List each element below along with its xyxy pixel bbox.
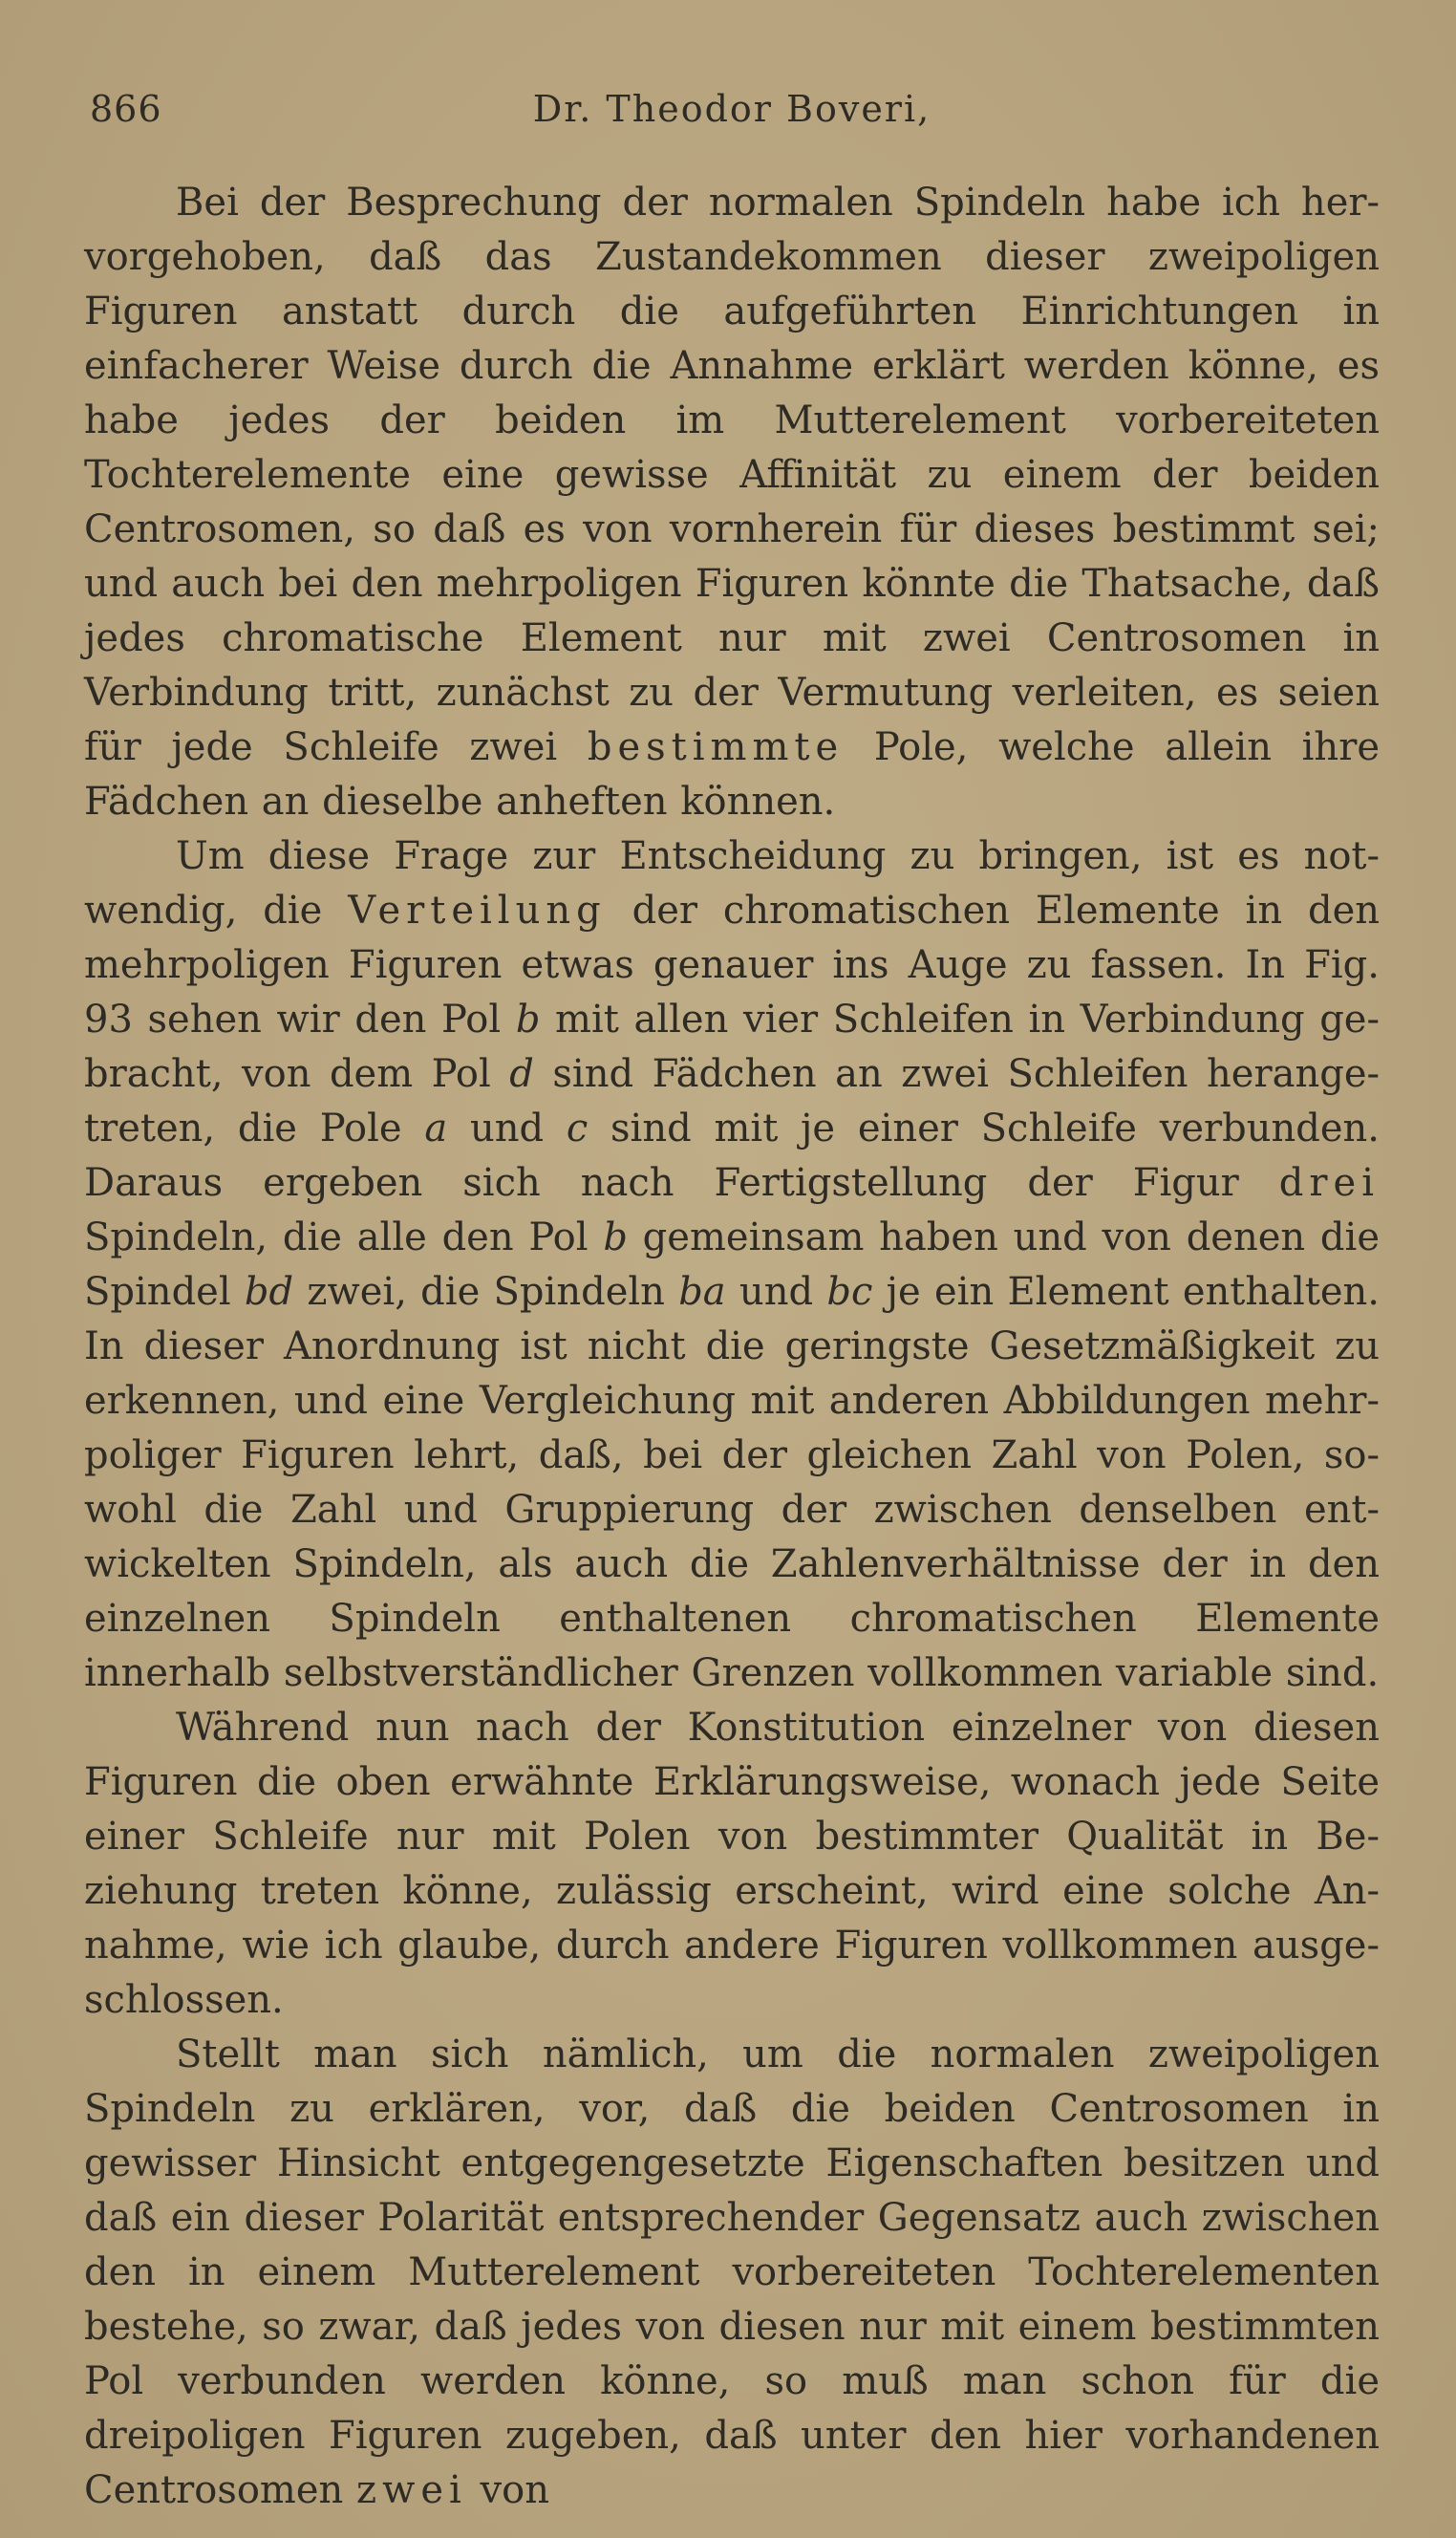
text-run: Spindeln, die alle den Pol xyxy=(84,1215,604,1259)
emphasized-text: Verteilung xyxy=(348,889,607,933)
text-run: Pole, welche allein ihre Fädchen an dieselbe anheften können. xyxy=(84,725,1380,824)
figure-label: d xyxy=(509,1052,534,1096)
text-run: je ein Element enthalten. In dieser Anordnung ist nicht die geringste Gesetzmäßigkeit zu erkennen, und eine Vergleichung mit anderen Abbildungen mehrpoliger Figuren lehrt, daß, bei der gleichen Zahl von Polen, sowohl die Zahl und Gruppierung der zwischen denselben entwickelten Spindeln, als auch die Zahlenverhältnisse der in den einzelnen Spindeln enthaltenen chromatischen Elemente innerhalb selbstverständlicher Grenzen vollkommen variable sind. xyxy=(84,1270,1380,1695)
text-run: und xyxy=(725,1270,827,1314)
emphasized-text: zwei xyxy=(356,2468,467,2512)
text-run: und xyxy=(447,1107,567,1151)
figure-label: b xyxy=(603,1215,628,1259)
figure-label: c xyxy=(566,1107,589,1151)
emphasized-text: drei xyxy=(1278,1161,1380,1205)
text-run: Um diese Frage zur Entscheidung zu bringen, ist es notwendig, die xyxy=(84,834,1380,933)
page-number: 866 xyxy=(90,88,162,130)
figure-label: ba xyxy=(678,1270,726,1314)
running-title: Dr. Theodor Boveri, xyxy=(532,88,931,130)
paragraph xyxy=(84,2028,1380,2518)
text-run: Stellt man sich nämlich, um die normalen zweipoligen Spindeln zu erklären, vor, daß die beiden Centrosomen in gewisser Hinsicht entgegengesetzte Eigenschaften besitzen und daß ein dieser Polarität entsprechender Gegensatz auch zwischen den in einem Mutterelement vorbereiteten Tochterelementen bestehe, so zwar, daß jedes von diesen nur mit einem bestimmten Pol verbunden werden könne, so muß man schon für die dreipoligen Figuren zugeben, daß unter den hier vorhandenen Centrosomen xyxy=(84,2033,1380,2512)
emphasized-text: bestimmte xyxy=(587,725,845,769)
text-run: Bei der Besprechung der normalen Spindeln habe ich hervorgehoben, daß das Zustandekommen dieser zweipoligen Figuren anstatt durch die aufgeführten Einrichtungen in einfacherer Weise durch die Annahme erklärt werden könne, es habe jedes der beiden im Mutterelement vorbereiteten Tochterelemente eine gewisse Affinität zu einem der beiden Centrosomen, so daß es von vornherein für dieses bestimmt sei; und auch bei den mehrpoligen Figuren könnte die Thatsache, daß jedes chromatische Element nur mit zwei Centrosomen in Verbindung tritt, zunächst zu der Vermutung verleiten, es seien für jede Schleife zwei xyxy=(84,181,1380,769)
paragraph xyxy=(84,1701,1380,2028)
text-run: sind Fädchen an zwei Schleifen herangetreten, die Pole xyxy=(84,1052,1381,1151)
figure-label: bc xyxy=(826,1270,873,1314)
text-run: gemeinsam haben und von denen die Spindel xyxy=(84,1215,1380,1314)
text-run: mit allen vier Schleifen in Verbindung gebracht, von dem Pol xyxy=(84,998,1380,1096)
paragraph xyxy=(84,829,1380,1701)
figure-label: bd xyxy=(244,1270,294,1314)
text-run: zwei, die Spindeln xyxy=(293,1270,679,1314)
text-run: sind mit je einer Schleife verbunden. Daraus ergeben sich nach Fertigstellung der Figur xyxy=(84,1107,1380,1205)
running-head xyxy=(84,88,1380,138)
body-text xyxy=(84,176,1380,2518)
figure-label: a xyxy=(424,1107,448,1151)
text-run: der chromatischen Elemente in den mehrpoligen Figuren etwas genauer ins Auge zu fassen. In Fig. 93 sehen wir den Pol xyxy=(84,889,1381,1042)
figure-label: b xyxy=(515,998,541,1042)
paragraph xyxy=(84,176,1380,829)
text-run: Während nun nach der Konstitution einzelner von diesen Figuren die oben erwähnte Erklärungsweise, wonach jede Seite einer Schleife nur mit Polen von bestimmter Qualität in Beziehung treten könne, zulässig erscheint, wird eine solche Annahme, wie ich glaube, durch andere Figuren vollkommen ausgeschlossen. xyxy=(84,1706,1380,2022)
text-run: von xyxy=(466,2468,549,2512)
